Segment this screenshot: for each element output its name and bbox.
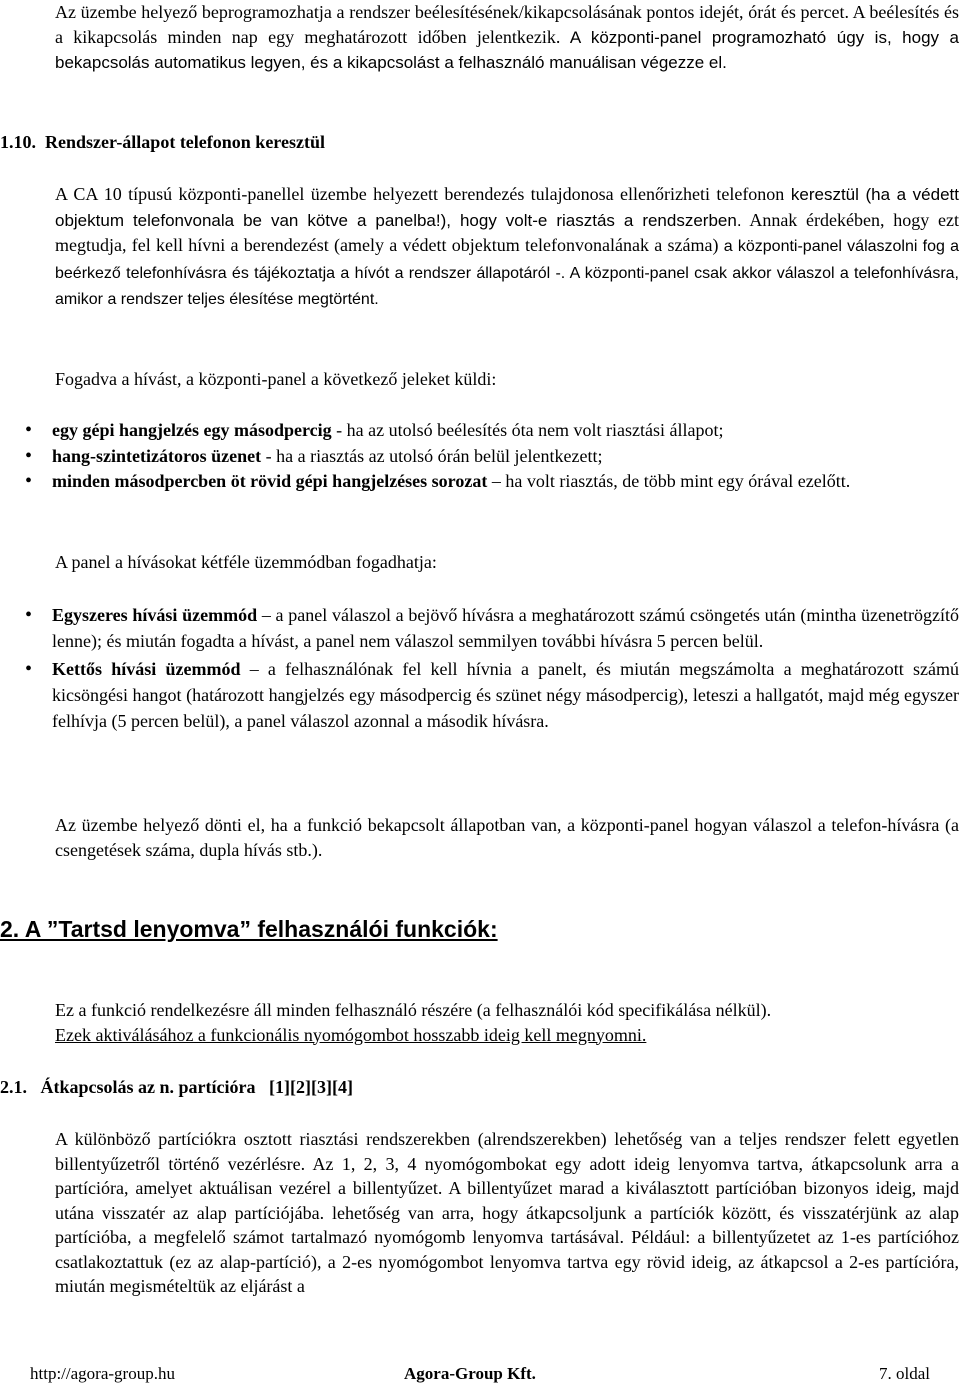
footer-url: http://agora-group.hu bbox=[30, 1364, 175, 1383]
signal-list-item-term: hang-szintetizátoros üzenet bbox=[52, 445, 262, 466]
signal-list-item-text: - ha a riasztás az utolsó órán belül jelentkezett; bbox=[261, 445, 603, 466]
intro-text: Az üzembe helyező beprogramozhatja a rendszer beélesítésének/kikapcsolásának pontos idejét, órát és percet. A beélesítés és a kikapcsolás minden nap egy meghatározott időben jelentkezik. bbox=[55, 2, 959, 47]
section-title: Átkapcsolás az n. partícióra [1][2][3][4] bbox=[40, 1077, 353, 1097]
section-2-paragraph bbox=[55, 998, 959, 1047]
intro-text-sans: A központi-panel programozható úgy is, hogy a bekapcsolás automatikus legyen, és a kikapcsolást a felhasználó manuálisan végezze el. bbox=[55, 27, 959, 72]
para-text: Ez a funkció rendelkezésre áll minden felhasználó részére (a felhasználói kód specifikálása nélkül). bbox=[55, 1000, 772, 1020]
underlined-text: Ezek aktiválásához a funkcionális nyomógombot hosszabb ideig kell megnyomni. bbox=[55, 1024, 647, 1045]
section-title: Rendszer-állapot telefonon keresztül bbox=[45, 132, 325, 152]
signal-list-item-text: – ha volt riasztás, de több mint egy órával ezelőtt. bbox=[487, 471, 851, 491]
section-1-10-paragraph-1 bbox=[55, 182, 959, 313]
para-text-sans: a központi-panel válaszolni fog a beérkező telefonhívásra és tájékoztatja a hívót a rendszer állapotáról -. A központi-panel csak akkor válaszol a telefonhívásra, amikor a rendszer teljes élesítése megtörtént. bbox=[55, 238, 959, 308]
signal-list-item-text: - ha az utolsó beélesítés óta nem volt riasztási állapot; bbox=[331, 420, 724, 440]
mode-list-item-term: Kettős hívási üzemmód bbox=[52, 659, 241, 679]
mode-list-item-term: Egyszeres hívási üzemmód bbox=[52, 605, 258, 625]
section-2-heading: 2. A ”Tartsd lenyomva” felhasználói funkciók: bbox=[0, 916, 498, 942]
mode-list-item-text: – a panel válaszol a bejövő hívásra a meghatározott számú csöngetés után (mintha üzenetrögzítő lenne); és miután fogadta a hívást, a panel nem válaszol semmilyen további hívásra 5 percen belül. bbox=[52, 605, 959, 651]
mode-list-item bbox=[0, 656, 959, 734]
section-2-1-heading bbox=[0, 1077, 353, 1098]
signal-list-item bbox=[0, 469, 959, 495]
signal-list-item bbox=[0, 444, 959, 470]
section-1-10-paragraph-3 bbox=[55, 550, 959, 575]
para-text: A különböző partíciókra osztott riasztási rendszerekben (alrendszerekben) lehetőség van a teljes rendszer felett egyetlen billentyűzetről történő vezérlésre. Az 1, 2, 3, 4 nyomógombokat egy adott ideig lenyomva tartva, átkapcsolunk arra a partícióra, amelyet aktuálisan vezérel a billentyűzet. A billentyűzet marad a kiválasztott partícióban bizonyos ideig, majd utána visszatér az alap partíciójába. lehetőség van arra, hogy átkapcsoljunk a partíciók között, és visszatérjünk az alap partícióba, a megfelelő számot tartalmazó nyomógomb lenyomva tartásával. Például: a billentyűzetet az 1-es partícióhoz csatlakoztattuk (ez az alap-partíció), a 2-es nyomógombot lenyomva tartva egy rövid ideig, az átkapcsol a 2-es partícióra, miután megismételtük az eljárást a bbox=[55, 1129, 959, 1296]
para-text: A panel a hívásokat kétféle üzemmódban fogadhatja: bbox=[55, 552, 437, 572]
signal-list bbox=[0, 418, 959, 495]
section-1-10-heading bbox=[0, 132, 325, 153]
mode-list-item bbox=[0, 602, 959, 654]
para-text: A CA 10 típusú központi-panellel üzembe helyezett berendezés tulajdonosa ellenőrizheti telefonon bbox=[55, 184, 785, 204]
intro-paragraph bbox=[55, 0, 959, 76]
para-text: Az üzembe helyező dönti el, ha a funkció bekapcsolt állapotban van, a központi-panel hogyan válaszol a telefon-hívásra (a csengetések száma, dupla hívás stb.). bbox=[55, 815, 959, 860]
section-2-1-paragraph bbox=[55, 1127, 959, 1299]
signal-list-item-term: egy gépi hangjelzés egy másodpercig bbox=[52, 420, 332, 440]
signal-list-item bbox=[0, 418, 959, 444]
section-number: 2.1. bbox=[0, 1077, 27, 1097]
section-number: 1.10. bbox=[0, 132, 36, 152]
para-text-sans: keresztül (ha a védett objektum telefonvonala be van kötve a panelba!), hogy volt-e riasztás a rendszerben. bbox=[55, 185, 959, 230]
mode-list-item-text: – a felhasználónak fel kell hívnia a panelt, és miután megszámolta a meghatározott számú kicsöngési hangot (határozott hangjelzés egy másodpercig és szünet négy másodpercig), leteszi a hallgatót, majd még egyszer felhívja (5 percen belül), a panel válaszol azonnal a második hívásra. bbox=[52, 659, 959, 731]
para-text: Fogadva a hívást, a központi-panel a következő jeleket küldi: bbox=[55, 369, 497, 389]
section-1-10-paragraph-4 bbox=[55, 813, 959, 862]
signal-list-item-term: minden másodpercben öt rövid gépi hangjelzéses sorozat bbox=[52, 471, 488, 491]
section-1-10-paragraph-2 bbox=[55, 367, 959, 392]
footer-page-number: 7. oldal bbox=[879, 1364, 930, 1383]
page-footer bbox=[30, 1364, 930, 1388]
para-text: Annak érdekében, hogy ezt megtudja, fel kell hívni a berendezést (amely a védett objektum telefonvonalának a száma) bbox=[55, 209, 959, 255]
mode-list bbox=[0, 602, 959, 734]
footer-company: Agora-Group Kft. bbox=[404, 1364, 536, 1383]
